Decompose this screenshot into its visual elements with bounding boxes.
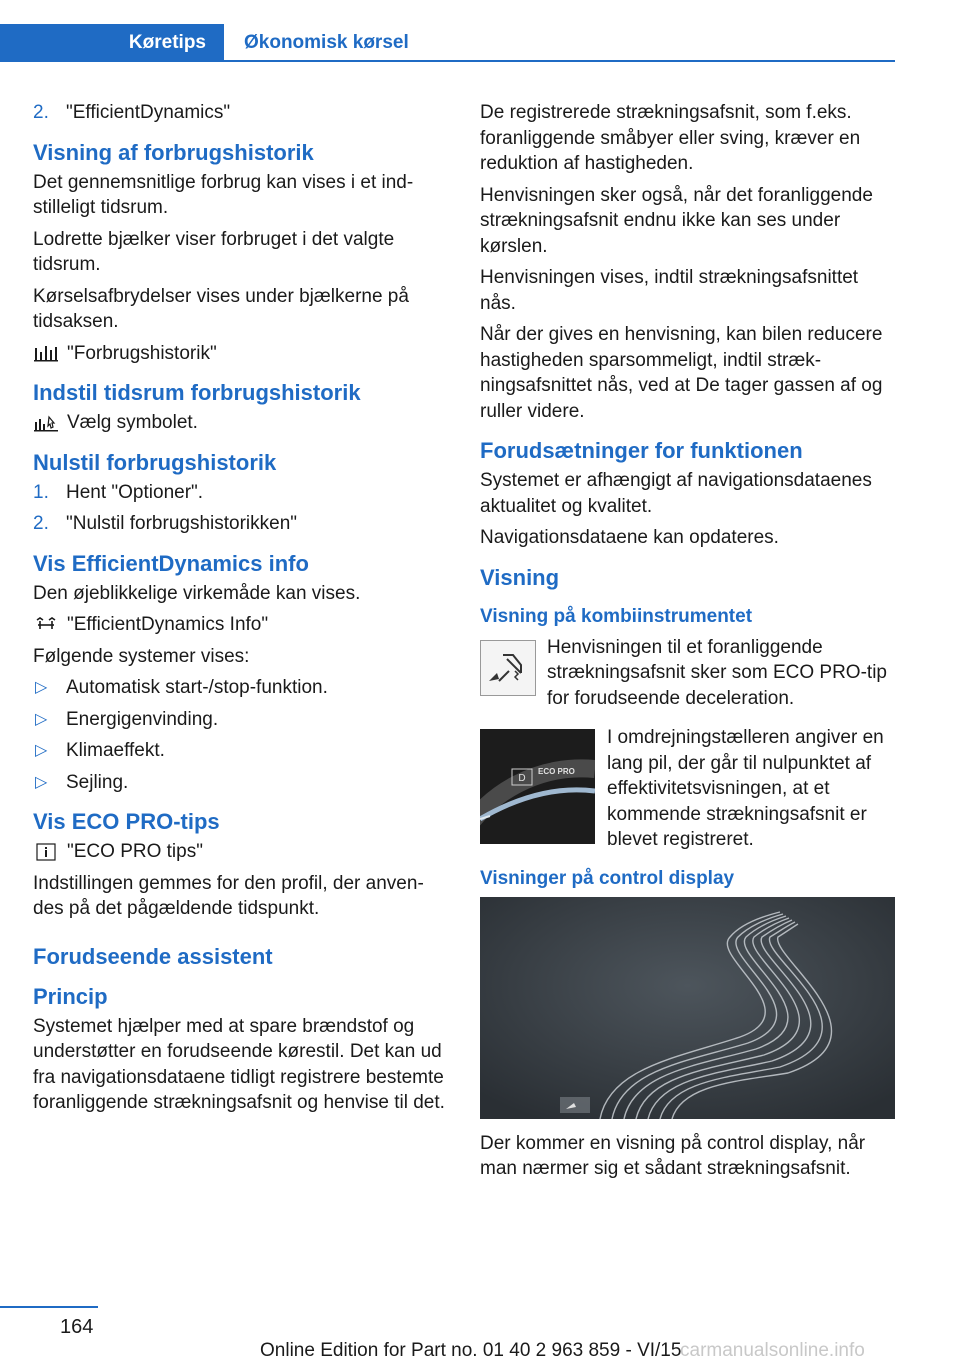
list-item xyxy=(33,480,448,506)
list-text: "Nulstil forbrugshistorikken" xyxy=(66,513,298,534)
paragraph: Navigationsdataene kan opdateres. xyxy=(480,527,779,548)
menu-path-text: "EfficientDynamics Info" xyxy=(67,614,269,635)
bullet-marker: ▷ xyxy=(35,742,48,759)
tab-koeretips[interactable]: Køretips xyxy=(0,24,224,62)
list-item xyxy=(33,707,448,733)
menu-path-text: "Forbrugshistorik" xyxy=(67,342,217,364)
paragraph: Den øjeblikkelige virkemåde kan vises. xyxy=(33,582,361,604)
paragraph: Når der gives en henvisning, kan bilen reducere hastigheden sparsommeligt, indtil strækningsafsnittet nås, ved at De tager gassen af og ruller videre. xyxy=(480,324,883,422)
list-item xyxy=(33,675,448,701)
page-number: 164 xyxy=(60,1316,94,1338)
bullet-marker: ▷ xyxy=(35,773,48,791)
menu-path-text: "ECO PRO tips" xyxy=(67,841,203,862)
watermark: carmanualsonline.info xyxy=(680,1340,865,1361)
paragraph: Lodrette bjælker viser forbruget i det valgte tidsrum. xyxy=(33,228,395,275)
heading-vis-eco-pro-tips: Vis ECO PRO-tips xyxy=(33,809,220,834)
car-arrows-icon xyxy=(33,615,59,635)
menu-path-line xyxy=(33,410,448,436)
figure-caption: Henvisningen til et foranliggende strækningsafsnit sker som ECO PRO-tip for forudseende deceleration. xyxy=(547,636,887,709)
paragraph: Følgende systemer vises: xyxy=(33,645,250,667)
heading-vis-efficientdynamics: Vis EfficientDynamics info xyxy=(33,550,309,576)
info-icon xyxy=(33,842,59,862)
paragraph: Det gennemsnitlige forbrug kan vises i et indstilleligt tidsrum. xyxy=(33,171,414,218)
heading-visninger-control-display: Visninger på control display xyxy=(480,867,735,889)
menu-path-line xyxy=(33,612,448,638)
heading-forudsaetninger: Forudsætninger for funktionen xyxy=(480,438,803,463)
heading-indstil-tidsrum: Indstil tidsrum forbrugshistorik xyxy=(33,380,361,405)
control-display-road-image xyxy=(480,897,895,1119)
footer-rule xyxy=(0,1306,98,1308)
list-number: 1. xyxy=(33,481,49,503)
list-item xyxy=(33,770,448,796)
tachometer-eco-pro-image xyxy=(480,729,595,844)
paragraph: Henvisningen vises, indtil strækningsafsnittet nås. xyxy=(480,267,859,314)
list-text: "EfficientDynamics" xyxy=(66,102,231,123)
eco-tip-deceleration-icon xyxy=(480,640,536,696)
paragraph: De registrerede strækningsafsnit, som f.eks. foranliggende småbyer eller sving, kræver en reduktion af hastigheden. xyxy=(480,102,861,174)
heading-forudseende-assistent: Forudseende assistent xyxy=(33,943,273,969)
bar-chart-select-icon xyxy=(33,413,59,433)
tab-oekonomisk-koersel[interactable]: Økonomisk kørsel xyxy=(244,32,409,53)
figure-caption: I omdrejningstælleren angiver en lang pil, der går til nulpunktet af effektivitetsvisningen, at et kommende strækningsafsnit er blevet registreret. xyxy=(607,727,884,850)
list-number: 2. xyxy=(33,102,49,123)
bullet-marker: ▷ xyxy=(35,679,48,696)
menu-path-line xyxy=(33,341,448,367)
bar-chart-icon xyxy=(33,343,59,363)
paragraph: Der kommer en visning på control display, når man nærmer sig et sådant strækningsafsnit. xyxy=(480,1132,866,1179)
menu-path-line xyxy=(33,839,448,865)
heading-visning-forbrugshistorik: Visning af forbrugshistorik xyxy=(33,139,314,165)
list-text: Sejling. xyxy=(66,771,129,793)
list-number: 2. xyxy=(33,513,49,534)
list-item xyxy=(33,511,448,537)
paragraph: Indstillingen gemmes for den profil, der anvendes på det pågældende tidspunkt. xyxy=(33,872,424,919)
list-text: Klimaeffekt. xyxy=(66,740,165,761)
list-text: Hent "Optioner". xyxy=(66,481,204,503)
heading-nulstil: Nulstil forbrugshistorik xyxy=(33,449,277,475)
list-item xyxy=(33,738,448,764)
paragraph: Systemet er afhængigt af navigationsdataenes aktualitet og kvalitet. xyxy=(480,470,872,517)
right-column xyxy=(480,100,895,1188)
list-text: Automatisk start-/stop-funktion. xyxy=(66,677,328,698)
list-text: Energigenvinding. xyxy=(66,708,219,730)
heading-visning-kombiinstrument: Visning på kombiinstrumentet xyxy=(480,605,753,627)
chapter-header xyxy=(0,24,895,62)
paragraph: Henvisningen sker også, når det foranliggende strækningsafsnit endnu ikke kan ses under kørslen. xyxy=(480,184,873,257)
list-item xyxy=(33,100,448,126)
paragraph: Kørselsafbrydelser vises under bjælkerne på tidsaksen. xyxy=(33,285,409,332)
gear-d-label: D xyxy=(518,773,526,784)
figure-row-eco-tip xyxy=(480,635,895,712)
heading-princip: Princip xyxy=(33,983,108,1009)
menu-path-text: Vælg symbolet. xyxy=(67,412,198,433)
heading-visning: Visning xyxy=(480,564,560,590)
eco-pro-label: ECO PRO xyxy=(538,767,575,776)
figure-row-tachometer xyxy=(480,725,895,853)
paragraph: Systemet hjælper med at spare brændstof og understøtter en forudseende kørestil. Det kan ud fra navigationsdataene tidligt registrere bestemte foranliggende strækningsafsnit og henvise til det. xyxy=(33,1015,445,1113)
edition-text: Online Edition for Part no. 01 40 2 963 859 - VI/15 xyxy=(260,1340,682,1361)
left-column xyxy=(33,100,448,1122)
bullet-marker: ▷ xyxy=(35,710,48,728)
